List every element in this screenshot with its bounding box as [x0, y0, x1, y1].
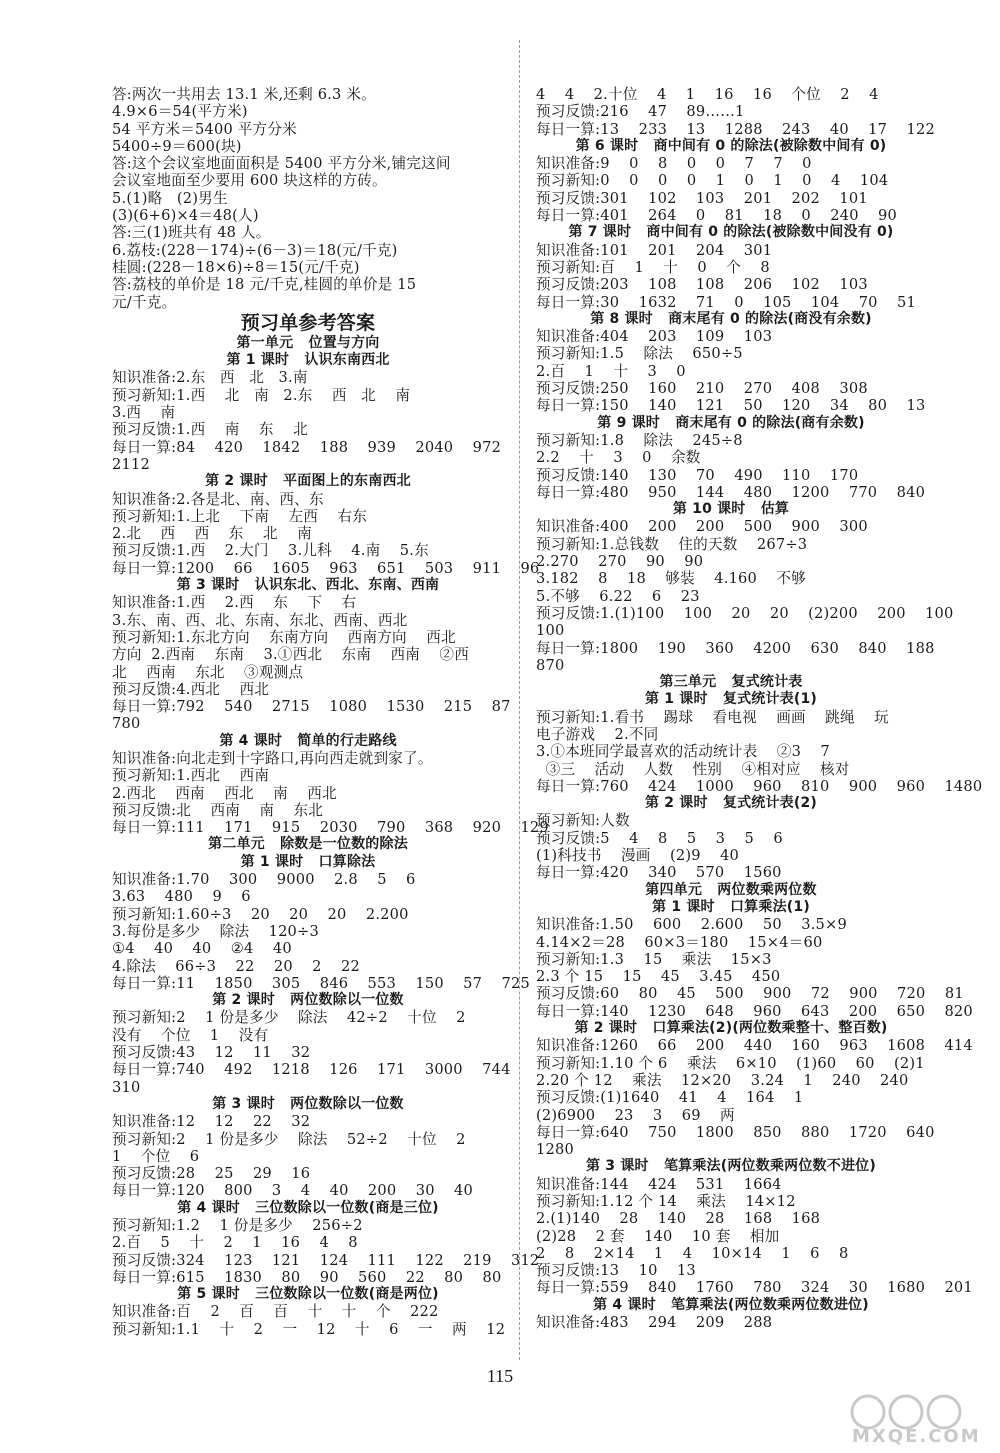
answer-line: 预习反馈:1.(1)100 100 20 20 (2)200 200 100 — [536, 604, 954, 622]
answer-line: 每日一算:559 840 1760 780 324 30 1680 201 — [536, 1279, 973, 1297]
answer-line: 预习新知:1.5 除法 650÷5 — [536, 345, 743, 363]
answer-line: 预习新知:1.60÷3 20 20 20 2.200 — [112, 905, 409, 923]
answer-line: 预习反馈:250 160 210 270 408 308 — [536, 380, 868, 398]
answer-line: 知识准备:400 200 200 500 900 300 — [536, 518, 868, 536]
answer-line: 知识准备:2.东 西 北 3.南 — [112, 369, 308, 387]
answer-line: 4.14×2＝28 60×3＝180 15×4＝60 — [536, 933, 823, 951]
answer-line: 预习新知:1.3 15 乘法 15×3 — [536, 950, 772, 968]
answer-line: 780 — [112, 715, 141, 733]
answer-line: 预习新知:1.东北方向 东南方向 西南方向 西北 — [112, 628, 456, 646]
lesson-heading: 第 1 课时 复式统计表(1) — [644, 691, 818, 708]
answer-line: 知识准备:1.70 300 9000 2.8 5 6 — [112, 871, 416, 889]
answer-line: 4 4 2.十位 4 1 16 16 个位 2 4 — [536, 86, 879, 103]
answer-line: 每日一算:120 800 3 4 40 200 30 40 — [112, 1182, 474, 1200]
answer-line: 3.每份是多少 除法 120÷3 — [112, 922, 319, 940]
answer-line: 会议室地面至少要用 600 块这样的方砖。 — [112, 172, 387, 190]
answer-line: 1280 — [536, 1141, 574, 1159]
lesson-heading: 第 4 课时 笔算乘法(两位数乘两位数进位) — [593, 1296, 869, 1313]
answer-line: 5400÷9＝600(块) — [112, 137, 242, 155]
answer-line: 2.百 1 十 3 0 — [536, 362, 686, 380]
answer-line: 预习新知:1.8 除法 245÷8 — [536, 431, 743, 449]
answer-line: 54 平方米＝5400 平方分米 — [112, 120, 297, 138]
answer-line: 3.①本班同学最喜欢的活动统计表 ②3 7 — [536, 743, 830, 761]
answer-line: 预习新知:1.看书 踢球 看电视 画画 跳绳 玩 — [536, 708, 889, 726]
lesson-heading: 第 1 课时 口算除法 — [240, 853, 376, 870]
page-number: 115 — [486, 1366, 514, 1386]
answer-line: 预习反馈:216 47 89……1 — [536, 103, 745, 121]
answer-line: 每日一算:640 750 1800 850 880 1720 640 — [536, 1123, 935, 1141]
answer-line: 答:这个会议室地面面积是 5400 平方分米,铺完这间 — [112, 155, 451, 173]
answer-line: 每日一算:760 424 1000 960 810 900 960 1480 — [536, 777, 983, 795]
unit-heading: 第二单元 除数是一位数的除法 — [208, 836, 408, 853]
answer-line: 2.(1)140 28 140 28 168 168 — [536, 1210, 821, 1228]
answer-line: 知识准备:1.50 600 2.600 50 3.5×9 — [536, 916, 847, 934]
lesson-heading: 第 3 课时 认识东北、西北、东南、西南 — [176, 577, 440, 594]
answer-line: 预习新知:1.西北 西南 — [112, 767, 270, 785]
answer-line: 预习新知:2 1 份是多少 除法 52÷2 十位 2 — [112, 1130, 466, 1148]
answer-line: 2.百 5 十 2 1 16 4 8 — [112, 1234, 358, 1252]
answer-line: 预习反馈:北 西南 南 东北 — [112, 801, 324, 819]
answer-line: 每日一算:140 1230 648 960 643 200 650 820 — [536, 1002, 973, 1020]
answer-line: 知识准备:12 12 22 32 — [112, 1113, 311, 1131]
answer-line: 每日一算:13 233 13 1288 243 40 17 122 — [536, 120, 935, 138]
lesson-heading: 第 4 课时 三位数除以一位数(商是三位) — [177, 1199, 439, 1216]
answer-line: 知识准备:144 424 531 1664 — [536, 1175, 782, 1193]
lesson-heading: 第 2 课时 复式统计表(2) — [644, 795, 818, 812]
section-title: 预习单参考答案 — [240, 311, 376, 334]
answer-line: 4.除法 66÷3 22 20 2 22 — [112, 957, 360, 975]
answer-line: 2.20 个 12 乘法 12×20 3.24 1 240 240 — [536, 1071, 909, 1089]
answer-line: 2.270 270 90 90 — [536, 553, 704, 571]
answer-line: 每日一算:11 1850 305 846 553 150 57 725 — [112, 974, 530, 992]
answer-line: 知识准备:百 2 百 百 十 十 个 222 — [112, 1303, 439, 1321]
answer-line: 知识准备:1.西 2.西 东 下 右 — [112, 594, 357, 612]
answer-line: 知识准备:101 201 204 301 — [536, 241, 773, 259]
answer-line: 知识准备:向北走到十字路口,再向西走就到家了。 — [112, 749, 433, 767]
lesson-heading: 第 1 课时 口算乘法(1) — [652, 898, 810, 915]
answer-line: 知识准备:404 203 109 103 — [536, 328, 773, 346]
answer-line: 没有 个位 1 没有 — [112, 1026, 269, 1044]
answer-line: 2.3 个 15 15 45 3.45 450 — [536, 968, 781, 986]
answer-line: 3.63 480 9 6 — [112, 888, 251, 906]
answer-line: 每日一算:30 1632 71 0 105 104 70 51 — [536, 293, 916, 311]
answer-line: 预习新知:1.2 1 份是多少 256÷2 — [112, 1217, 363, 1234]
lesson-heading: 第 2 课时 平面图上的东南西北 — [205, 473, 411, 490]
answer-line: 预习新知:1.上北 下南 左西 右东 — [112, 507, 368, 525]
answer-line: 桂圆:(228－18×6)÷8＝15(元/千克) — [112, 258, 360, 276]
answer-line: 每日一算:792 540 2715 1080 1530 215 87 — [112, 698, 511, 716]
lesson-heading: 第 2 课时 口算乘法(2)(两位数乘整十、整百数) — [574, 1020, 888, 1037]
answer-line: 预习反馈:1.西 南 东 北 — [112, 421, 308, 439]
answer-line: 预习反馈:5 4 8 5 3 5 6 — [536, 829, 783, 847]
answer-line: 每日一算:1800 190 360 4200 630 840 188 — [536, 639, 935, 657]
answer-line: 预习反馈:43 12 11 32 — [112, 1044, 311, 1062]
column-divider — [519, 40, 520, 1360]
answer-line: 电子游戏 2.不同 — [536, 725, 659, 743]
answer-line: 预习反馈:1.西 2.大门 3.儿科 4.南 5.东 — [112, 542, 429, 560]
answer-line: 预习新知:1.西 北 南 2.东 西 北 南 — [112, 386, 411, 404]
answer-line: 预习反馈:4.西北 西北 — [112, 680, 270, 698]
answer-line: 预习反馈:140 130 70 490 110 170 — [536, 466, 859, 484]
answer-line: 每日一算:480 950 144 480 1200 770 840 — [536, 483, 926, 501]
answer-line: 预习新知:2 1 份是多少 除法 42÷2 十位 2 — [112, 1009, 466, 1027]
answer-line: 1 个位 6 — [112, 1147, 200, 1165]
answer-line: 预习新知:1.12 个 14 乘法 14×12 — [536, 1193, 796, 1210]
answer-line: 5.(1)略 (2)男生 — [112, 189, 228, 207]
answer-line: ①4 40 40 ②4 40 — [112, 940, 292, 958]
lesson-heading: 第 8 课时 商末尾有 0 的除法(商没有余数) — [590, 310, 872, 327]
answer-line: 每日一算:615 1830 80 90 560 22 80 80 — [112, 1268, 502, 1286]
answer-line: 每日一算:150 140 121 50 120 34 80 13 — [536, 397, 926, 415]
answer-line: 3.182 8 18 够装 4.160 不够 — [536, 570, 806, 588]
answer-line: 5.不够 6.22 6 23 — [536, 587, 700, 605]
answer-line: (1)科技书 漫画 (2)9 40 — [536, 847, 740, 865]
answer-line: ③三 活动 人数 性别 ④相对应 核对 — [536, 760, 850, 778]
watermark-text: MXQE.COM — [852, 1426, 981, 1447]
lesson-heading: 第 4 课时 简单的行走路线 — [219, 732, 397, 749]
answer-line: 每日一算:84 420 1842 188 939 2040 972 — [112, 438, 502, 456]
answer-line: 100 — [536, 622, 565, 640]
answer-line: 6.荔枝:(228－174)÷(6－3)＝18(元/千克) — [112, 241, 398, 259]
answer-line: 知识准备:2.各是北、南、西、东 — [112, 490, 324, 508]
answer-line: 2.西北 西南 西北 南 西北 — [112, 784, 337, 802]
unit-heading: 第三单元 复式统计表 — [659, 674, 803, 691]
lesson-heading: 第 10 课时 估算 — [672, 501, 790, 518]
answer-line: 每日一算:111 171 915 2030 790 368 920 129 — [112, 819, 549, 837]
answer-line: 2.北 西 西 东 北 南 — [112, 525, 312, 543]
answer-line: (2)6900 23 3 69 两 — [536, 1106, 735, 1124]
answer-line: (2)28 2 套 140 10 套 相加 — [536, 1227, 780, 1245]
answer-line: 预习新知:0 0 0 0 1 0 1 0 4 104 — [536, 172, 889, 190]
lesson-heading: 第 6 课时 商中间有 0 的除法(被除数中间有 0) — [575, 137, 887, 154]
answer-line: 答:两次一共用去 13.1 米,还剩 6.3 米。 — [112, 86, 376, 103]
answer-line: 2.2 十 3 0 余数 — [536, 449, 701, 467]
answer-line: 2112 — [112, 455, 150, 473]
answer-line: 知识准备:1260 66 200 440 160 963 1608 414 — [536, 1037, 973, 1055]
answer-line: 每日一算:740 492 1218 126 171 3000 744 — [112, 1061, 511, 1079]
watermark-logo — [848, 1392, 988, 1448]
answer-line: 2 8 2×14 1 4 10×14 1 6 8 — [536, 1244, 849, 1262]
right-column — [536, 86, 983, 1332]
answer-line: 预习新知:人数 — [536, 812, 630, 830]
answer-line: 答:三(1)班共有 48 人。 — [112, 224, 271, 242]
lesson-heading: 第 9 课时 商末尾有 0 的除法(商有余数) — [597, 414, 865, 431]
left-column — [112, 86, 549, 1338]
answer-line: 每日一算:420 340 570 1560 — [536, 864, 782, 882]
lesson-heading: 第 1 课时 认识东南西北 — [226, 352, 390, 369]
answer-line: 预习反馈:13 10 13 — [536, 1262, 696, 1280]
answer-line: 预习新知:1.总钱数 住的天数 267÷3 — [536, 535, 808, 553]
answer-line: 4.9×6＝54(平方米) — [112, 103, 248, 121]
answer-line: 310 — [112, 1078, 141, 1096]
answer-line: (3)(6+6)×4＝48(人) — [112, 207, 259, 225]
answer-line: 每日一算:1200 66 1605 963 651 503 911 96 — [112, 559, 540, 577]
lesson-heading: 第 3 课时 两位数除以一位数 — [212, 1095, 404, 1112]
answer-line: 知识准备:9 0 8 0 0 7 7 0 — [536, 155, 812, 173]
answer-line: 预习反馈:28 25 29 16 — [112, 1165, 311, 1183]
answer-line: 预习反馈:324 123 121 124 111 122 219 312 — [112, 1251, 540, 1269]
answer-line: 预习新知:1.1 十 2 一 12 十 6 一 两 12 — [112, 1320, 506, 1338]
answer-line: 答:荔枝的单价是 18 元/千克,桂圆的单价是 15 — [112, 276, 417, 294]
answer-line: 870 — [536, 656, 565, 674]
answer-line: 预习反馈:301 102 103 201 202 101 — [536, 189, 868, 207]
answer-line: 北 西南 东北 ③观测点 — [112, 663, 304, 681]
answer-line: 知识准备:483 294 209 288 — [536, 1314, 773, 1332]
lesson-heading: 第 2 课时 两位数除以一位数 — [212, 992, 404, 1009]
answer-line: 每日一算:401 264 0 81 18 0 240 90 — [536, 207, 898, 225]
answer-line: 预习新知:百 1 十 0 个 8 — [536, 258, 770, 276]
lesson-heading: 第 3 课时 笔算乘法(两位数乘两位数不进位) — [586, 1158, 876, 1175]
answer-line: 预习反馈:203 108 108 206 102 103 — [536, 276, 868, 294]
unit-heading: 第四单元 两位数乘两位数 — [645, 881, 817, 898]
lesson-heading: 第 5 课时 三位数除以一位数(商是两位) — [177, 1286, 439, 1303]
lesson-heading: 第 7 课时 商中间有 0 的除法(被除数中间没有 0) — [568, 224, 894, 241]
unit-heading: 第一单元 位置与方向 — [236, 334, 380, 351]
answer-line: 预习新知:1.10 个 6 乘法 6×10 (1)60 60 (2)1 — [536, 1054, 925, 1072]
answer-line: 方向 2.西南 东南 3.①西北 东南 西南 ②西 — [112, 646, 470, 664]
answer-line: 预习反馈:60 80 45 500 900 72 900 720 81 — [536, 985, 964, 1003]
answer-line: 预习反馈:(1)1640 41 4 164 1 — [536, 1089, 804, 1107]
answer-line: 3.西 南 — [112, 404, 176, 422]
answer-line: 3.东、南、西、北、东南、东北、西南、西北 — [112, 611, 408, 629]
answer-line: 元/千克。 — [112, 293, 177, 311]
